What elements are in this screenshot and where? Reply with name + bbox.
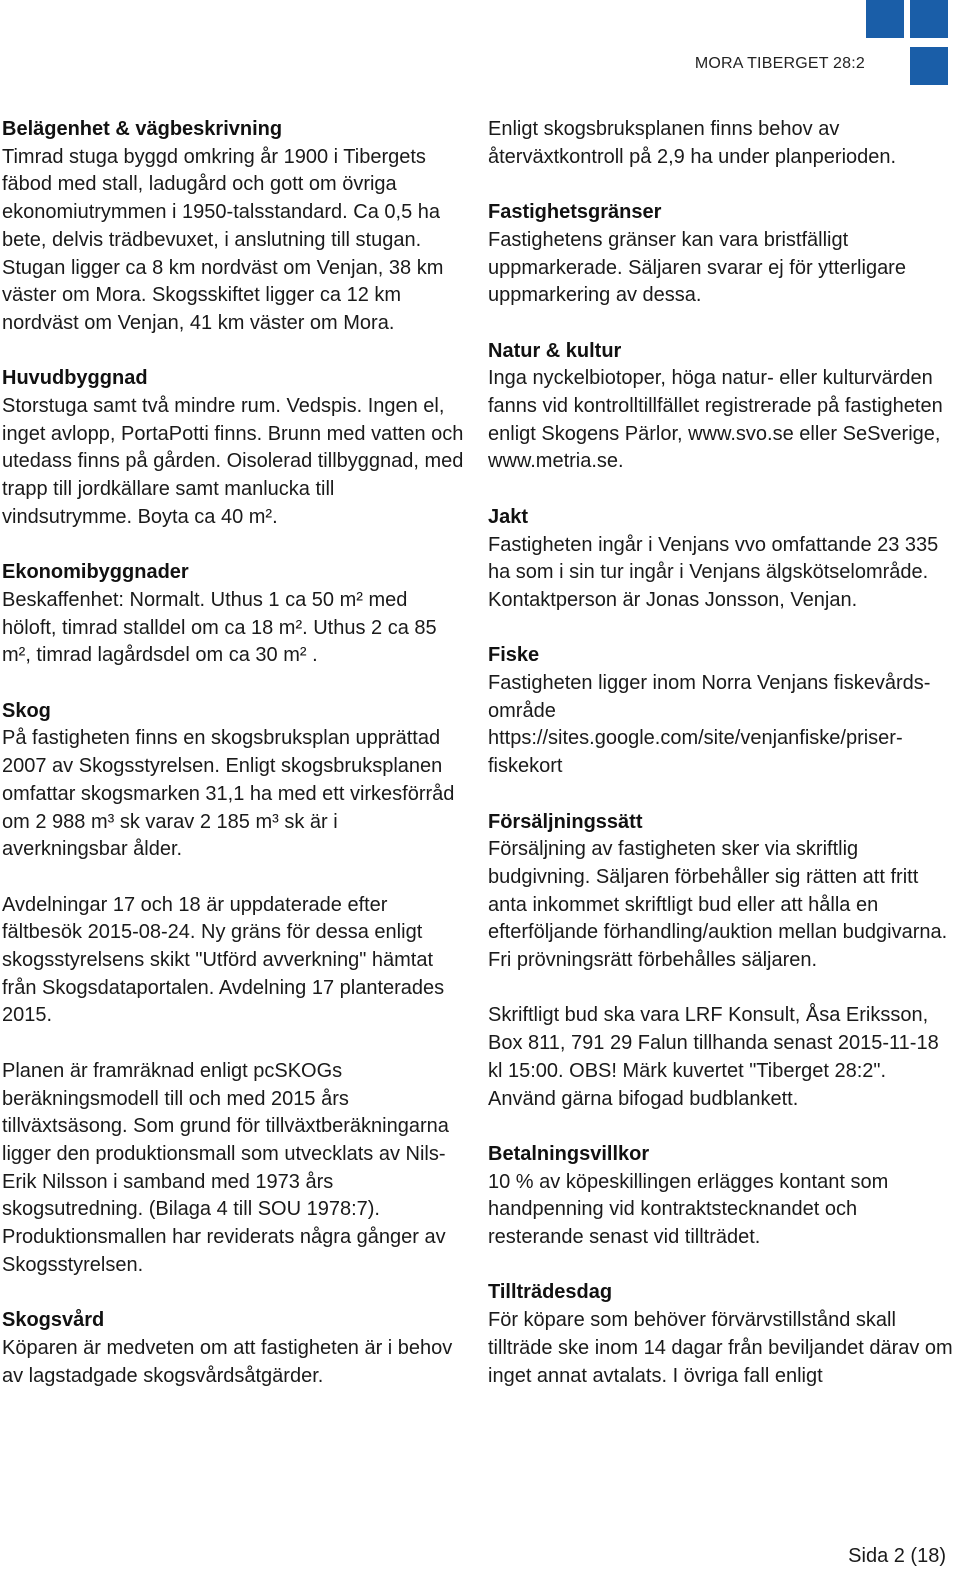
document-section [488, 338, 956, 477]
section-paragraph: 10 % av köpeskillingen erlägges kontant som handpenning vid kontraktstecknandet och resterande senast vid tillträdet. [488, 1170, 889, 1249]
section-paragraph: Skriftligt bud ska vara LRF Konsult, Åsa Eriksson, Box 811, 791 29 Falun tillhanda senast 2015-11-18 kl 15:00. OBS! Märk kuvertet "Tiberget 28:2". Använd gärna bifogad budblankett. [488, 1004, 939, 1110]
section-paragraph: Fastigheten ingår i Venjans vvo omfattande 23 335 ha som i sin tur ingår i Venjans älgskötselområde. Kontaktperson är Jonas Jonsson, Venjan. [488, 533, 939, 611]
section-paragraph: Köparen är medveten om att fastigheten är i behov av lagstadgade skogsvårdsåtgärder. [2, 1336, 453, 1387]
document-section [2, 698, 464, 1280]
section-paragraph: Timrad stuga byggd omkring år 1900 i Tibergets fäbod med stall, ladugård och gott om övriga ekonomiutrymmen i 1950-talsstandard. Ca 0,5 ha bete, delvis trädbevuxet, i anslutning till stugan. Stugan ligger ca 8 km nordväst om Venjan, 38 km väster om Mora. Skogsskiftet ligger ca 12 km nordväst om Venjan, 41 km väster om Mora. [2, 145, 444, 334]
right-column [488, 116, 956, 1418]
logo-square [910, 47, 948, 85]
section-heading: Fastighetsgränser [488, 201, 662, 224]
section-paragraph: För köpare som behöver förvärvstillstånd skall tillträde ske inom 14 dagar från beviljandet därav om inget annat avtalats. I övriga fall enligt [488, 1309, 953, 1387]
section-paragraph: På fastigheten finns en skogsbruksplan upprättad 2007 av Skogsstyrelsen. Enligt skogsbruksplanen omfattar skogsmarken 31,1 ha med ett virkesförråd om 2 988 m³ sk varav 2 185 m³ sk är i averkningsbar ålder. [2, 727, 455, 861]
logo-square [910, 0, 948, 38]
document-section [2, 1307, 464, 1390]
section-heading: Huvudbyggnad [2, 367, 148, 390]
document-section [488, 1141, 956, 1252]
section-heading: Belägenhet & vägbeskrivning [2, 118, 283, 140]
document-section [2, 559, 464, 670]
document-section [488, 642, 956, 781]
section-paragraph: Beskaffenhet: Normalt. Uthus 1 ca 50 m² med höloft, timrad stalldel om ca 18 m². Uthus 2 ca 85 m², timrad lagårdsdel om ca 30 m² . [2, 588, 437, 667]
document-section [488, 116, 956, 171]
section-paragraph: Avdelningar 17 och 18 är uppdaterade efter fältbesök 2015-08-24. Ny gräns för dessa enligt skogsstyrelsens skikt "Utförd avverkning" hämtat från Skogsdataportalen. Avdelning 17 planterades 2015. [2, 893, 445, 1027]
section-paragraph: Försäljning av fastigheten sker via skriftlig budgivning. Säljaren förbehåller sig rätten att fritt anta inkommet skriftligt bud eller att hålla en efterföljande förhandling/auktion mellan budgivarna. Fri prövningsrätt förbehålles säljaren. [488, 838, 948, 972]
section-paragraph: Fastigheten ligger inom Norra Venjans fiskevårds-område https://sites.google.com/site/venjanfiske/priser-fiskekort [488, 672, 931, 778]
section-paragraph: Fastighetens gränser kan vara bristfälligt uppmarkerade. Säljaren svarar ej för ytterligare uppmarkering av dessa. [488, 228, 906, 307]
property-title: MORA TIBERGET 28:2 [694, 55, 865, 72]
section-heading: Betalningsvillkor [488, 1142, 650, 1165]
section-heading: Natur & kultur [488, 339, 622, 362]
left-column [2, 116, 464, 1418]
document-section [488, 199, 956, 310]
logo-square [866, 0, 904, 38]
page-number: Sida 2 (18) [848, 1545, 946, 1567]
document-section [488, 1279, 956, 1390]
section-heading: Fiske [488, 644, 540, 667]
document-section [2, 365, 464, 531]
section-heading: Jakt [488, 505, 529, 528]
section-heading: Skog [2, 699, 51, 722]
document-section [488, 504, 956, 615]
section-heading: Tillträdesdag [488, 1281, 613, 1304]
section-heading: Ekonomibyggnader [2, 561, 189, 584]
section-heading: Försäljningssätt [488, 810, 643, 833]
section-paragraph: Inga nyckelbiotoper, höga natur- eller kulturvärden fanns vid kontrolltillfället registrerade på fastigheten enligt Skogens Pärlor, www.svo.se eller SeSverige, www.metria.se. [488, 367, 943, 473]
document-section [488, 809, 956, 1114]
section-paragraph: Enligt skogsbruksplanen finns behov av återväxtkontroll på 2,9 ha under planperioden. [488, 118, 897, 168]
company-logo [864, 0, 954, 90]
section-heading: Skogsvård [2, 1309, 105, 1332]
section-paragraph: Storstuga samt två mindre rum. Vedspis. Ingen el, inget avlopp, PortaPotti finns. Brunn med vatten och utedass finns på gården. Oisolerad tillbyggnad, med trapp till jordkällare samt manlucka till vindsutrymme. Boyta ca 40 m². [2, 395, 464, 528]
section-paragraph: Planen är framräknad enligt pcSKOGs beräkningsmodell till och med 2015 års tillväxtsäsong. Som grund för tillväxtberäkningarna ligger den produktionsmall som utvecklats av Nils-Erik Nilsson i samband med 1973 års skogsutredning. (Bilaga 4 till SOU 1978:7). Produktionsmallen har reviderats några gånger av Skogsstyrelsen. [2, 1059, 449, 1276]
document-section [2, 116, 464, 338]
